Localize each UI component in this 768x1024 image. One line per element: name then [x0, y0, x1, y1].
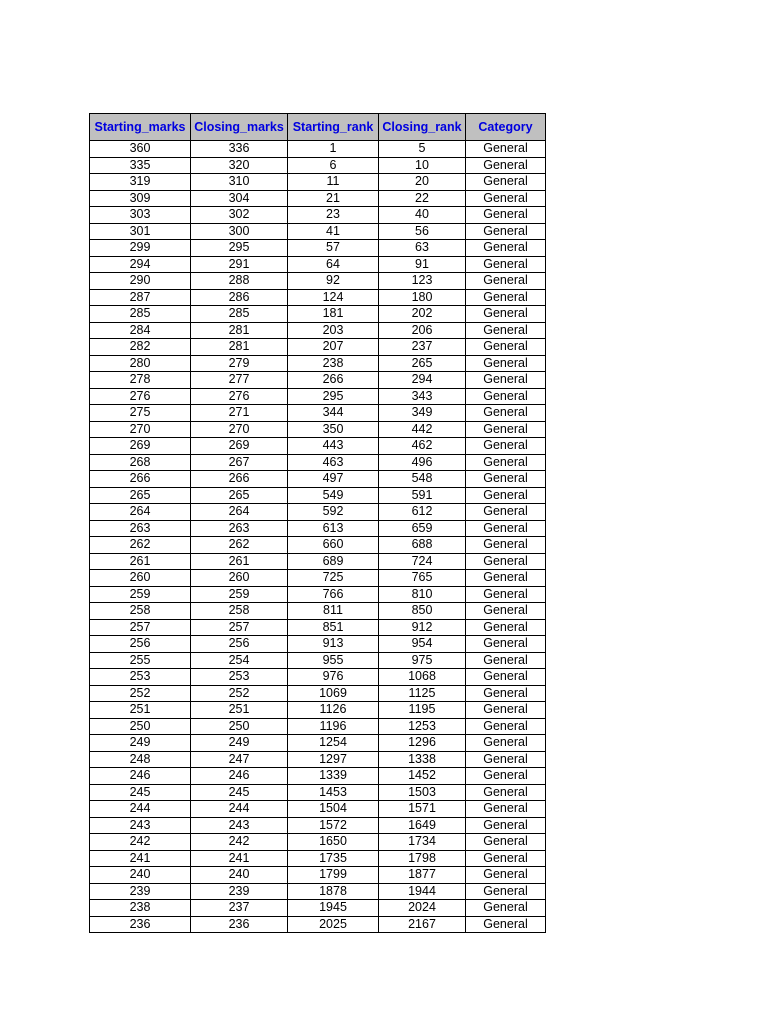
closing-rank-cell: 180: [379, 289, 466, 306]
starting-rank-cell: 549: [288, 487, 379, 504]
table-row: [90, 669, 546, 686]
spreadsheet-area: [89, 113, 546, 933]
closing-marks-cell: 254: [191, 652, 288, 669]
starting-marks-cell: 294: [90, 256, 191, 273]
category-cell: General: [466, 685, 546, 702]
closing-rank-cell: 237: [379, 339, 466, 356]
starting-rank-cell: 1799: [288, 867, 379, 884]
starting-rank-cell: 344: [288, 405, 379, 422]
starting-marks-cell: 239: [90, 883, 191, 900]
starting-rank-cell: 613: [288, 520, 379, 537]
starting-marks-cell: 240: [90, 867, 191, 884]
closing-marks-cell: 267: [191, 454, 288, 471]
closing-rank-cell: 343: [379, 388, 466, 405]
table-row: [90, 652, 546, 669]
starting-rank-cell: 57: [288, 240, 379, 257]
table-row: [90, 619, 546, 636]
closing-rank-cell: 265: [379, 355, 466, 372]
starting-marks-cell: 319: [90, 174, 191, 191]
starting-marks-cell: 243: [90, 817, 191, 834]
starting-marks-cell: 284: [90, 322, 191, 339]
table-row: [90, 636, 546, 653]
category-cell: General: [466, 570, 546, 587]
closing-marks-cell: 242: [191, 834, 288, 851]
closing-rank-cell: 954: [379, 636, 466, 653]
category-cell: General: [466, 702, 546, 719]
table-row: [90, 190, 546, 207]
table-row: [90, 421, 546, 438]
closing-marks-cell: 249: [191, 735, 288, 752]
table-row: [90, 586, 546, 603]
table-row: [90, 718, 546, 735]
closing-rank-cell: 349: [379, 405, 466, 422]
category-cell: General: [466, 306, 546, 323]
closing-marks-cell: 256: [191, 636, 288, 653]
closing-marks-cell: 304: [191, 190, 288, 207]
table-row: [90, 751, 546, 768]
starting-rank-cell: 1339: [288, 768, 379, 785]
closing-marks-cell: 302: [191, 207, 288, 224]
starting-rank-cell: 181: [288, 306, 379, 323]
closing-marks-cell: 240: [191, 867, 288, 884]
starting-rank-cell: 238: [288, 355, 379, 372]
category-cell: General: [466, 883, 546, 900]
starting-marks-cell: 269: [90, 438, 191, 455]
table-row: [90, 256, 546, 273]
category-cell: General: [466, 223, 546, 240]
closing-marks-cell: 285: [191, 306, 288, 323]
closing-rank-cell: 975: [379, 652, 466, 669]
starting-marks-cell: 270: [90, 421, 191, 438]
starting-marks-cell: 249: [90, 735, 191, 752]
closing-marks-cell: 270: [191, 421, 288, 438]
closing-marks-cell: 252: [191, 685, 288, 702]
closing-rank-cell: 1338: [379, 751, 466, 768]
starting-rank-cell: 811: [288, 603, 379, 620]
closing-rank-cell: 850: [379, 603, 466, 620]
category-cell: General: [466, 619, 546, 636]
starting-rank-cell: 1572: [288, 817, 379, 834]
category-cell: General: [466, 718, 546, 735]
starting-rank-cell: 1297: [288, 751, 379, 768]
starting-marks-cell: 266: [90, 471, 191, 488]
header-category: Category: [466, 114, 546, 141]
category-cell: General: [466, 174, 546, 191]
starting-marks-cell: 251: [90, 702, 191, 719]
starting-marks-cell: 278: [90, 372, 191, 389]
closing-rank-cell: 20: [379, 174, 466, 191]
header-row: [90, 114, 546, 141]
table-row: [90, 537, 546, 554]
starting-marks-cell: 262: [90, 537, 191, 554]
closing-rank-cell: 63: [379, 240, 466, 257]
closing-marks-cell: 246: [191, 768, 288, 785]
starting-marks-cell: 246: [90, 768, 191, 785]
starting-rank-cell: 1878: [288, 883, 379, 900]
category-cell: General: [466, 850, 546, 867]
closing-marks-cell: 241: [191, 850, 288, 867]
closing-marks-cell: 281: [191, 339, 288, 356]
closing-rank-cell: 659: [379, 520, 466, 537]
header-starting-marks: Starting_marks: [90, 114, 191, 141]
closing-rank-cell: 22: [379, 190, 466, 207]
starting-marks-cell: 256: [90, 636, 191, 653]
closing-rank-cell: 765: [379, 570, 466, 587]
starting-marks-cell: 238: [90, 900, 191, 917]
category-cell: General: [466, 603, 546, 620]
starting-rank-cell: 11: [288, 174, 379, 191]
table-row: [90, 702, 546, 719]
table-row: [90, 141, 546, 158]
category-cell: General: [466, 735, 546, 752]
table-row: [90, 454, 546, 471]
starting-rank-cell: 124: [288, 289, 379, 306]
starting-rank-cell: 92: [288, 273, 379, 290]
table-row: [90, 850, 546, 867]
table-row: [90, 223, 546, 240]
header-closing-rank: Closing_rank: [379, 114, 466, 141]
starting-rank-cell: 766: [288, 586, 379, 603]
closing-marks-cell: 266: [191, 471, 288, 488]
closing-rank-cell: 1195: [379, 702, 466, 719]
closing-marks-cell: 262: [191, 537, 288, 554]
table-row: [90, 504, 546, 521]
table-row: [90, 553, 546, 570]
closing-marks-cell: 310: [191, 174, 288, 191]
category-cell: General: [466, 817, 546, 834]
closing-rank-cell: 1125: [379, 685, 466, 702]
category-cell: General: [466, 438, 546, 455]
category-cell: General: [466, 867, 546, 884]
closing-marks-cell: 295: [191, 240, 288, 257]
table-row: [90, 289, 546, 306]
closing-marks-cell: 265: [191, 487, 288, 504]
closing-rank-cell: 91: [379, 256, 466, 273]
closing-rank-cell: 1734: [379, 834, 466, 851]
starting-rank-cell: 41: [288, 223, 379, 240]
table-row: [90, 801, 546, 818]
table-row: [90, 355, 546, 372]
category-cell: General: [466, 207, 546, 224]
starting-rank-cell: 1650: [288, 834, 379, 851]
starting-rank-cell: 266: [288, 372, 379, 389]
category-cell: General: [466, 141, 546, 158]
table-row: [90, 306, 546, 323]
closing-rank-cell: 123: [379, 273, 466, 290]
table-row: [90, 240, 546, 257]
closing-marks-cell: 269: [191, 438, 288, 455]
closing-rank-cell: 40: [379, 207, 466, 224]
starting-rank-cell: 6: [288, 157, 379, 174]
starting-marks-cell: 285: [90, 306, 191, 323]
closing-rank-cell: 591: [379, 487, 466, 504]
closing-marks-cell: 250: [191, 718, 288, 735]
starting-marks-cell: 264: [90, 504, 191, 521]
starting-rank-cell: 955: [288, 652, 379, 669]
category-cell: General: [466, 916, 546, 933]
table-row: [90, 603, 546, 620]
category-cell: General: [466, 900, 546, 917]
closing-marks-cell: 281: [191, 322, 288, 339]
starting-marks-cell: 301: [90, 223, 191, 240]
closing-rank-cell: 810: [379, 586, 466, 603]
closing-marks-cell: 251: [191, 702, 288, 719]
starting-rank-cell: 1945: [288, 900, 379, 917]
closing-rank-cell: 2167: [379, 916, 466, 933]
closing-rank-cell: 1571: [379, 801, 466, 818]
closing-rank-cell: 56: [379, 223, 466, 240]
closing-marks-cell: 253: [191, 669, 288, 686]
table-row: [90, 273, 546, 290]
starting-rank-cell: 21: [288, 190, 379, 207]
closing-rank-cell: 442: [379, 421, 466, 438]
category-cell: General: [466, 652, 546, 669]
starting-marks-cell: 257: [90, 619, 191, 636]
category-cell: General: [466, 355, 546, 372]
starting-marks-cell: 261: [90, 553, 191, 570]
closing-marks-cell: 263: [191, 520, 288, 537]
starting-marks-cell: 263: [90, 520, 191, 537]
category-cell: General: [466, 289, 546, 306]
starting-rank-cell: 1453: [288, 784, 379, 801]
table-row: [90, 735, 546, 752]
closing-marks-cell: 300: [191, 223, 288, 240]
closing-rank-cell: 1296: [379, 735, 466, 752]
table-row: [90, 487, 546, 504]
category-cell: General: [466, 834, 546, 851]
starting-marks-cell: 236: [90, 916, 191, 933]
starting-rank-cell: 660: [288, 537, 379, 554]
closing-marks-cell: 239: [191, 883, 288, 900]
starting-marks-cell: 268: [90, 454, 191, 471]
starting-marks-cell: 360: [90, 141, 191, 158]
starting-marks-cell: 241: [90, 850, 191, 867]
starting-marks-cell: 280: [90, 355, 191, 372]
starting-marks-cell: 252: [90, 685, 191, 702]
table-header: [90, 114, 546, 141]
closing-marks-cell: 257: [191, 619, 288, 636]
starting-marks-cell: 255: [90, 652, 191, 669]
category-cell: General: [466, 537, 546, 554]
starting-rank-cell: 203: [288, 322, 379, 339]
closing-rank-cell: 496: [379, 454, 466, 471]
starting-marks-cell: 245: [90, 784, 191, 801]
starting-marks-cell: 242: [90, 834, 191, 851]
starting-rank-cell: 1504: [288, 801, 379, 818]
table-body: [90, 141, 546, 933]
starting-rank-cell: 207: [288, 339, 379, 356]
category-cell: General: [466, 421, 546, 438]
table-row: [90, 685, 546, 702]
closing-marks-cell: 320: [191, 157, 288, 174]
table-row: [90, 174, 546, 191]
category-cell: General: [466, 784, 546, 801]
starting-rank-cell: 913: [288, 636, 379, 653]
closing-marks-cell: 336: [191, 141, 288, 158]
category-cell: General: [466, 405, 546, 422]
closing-marks-cell: 279: [191, 355, 288, 372]
closing-rank-cell: 1068: [379, 669, 466, 686]
table-row: [90, 471, 546, 488]
table-row: [90, 339, 546, 356]
starting-marks-cell: 244: [90, 801, 191, 818]
closing-rank-cell: 2024: [379, 900, 466, 917]
category-cell: General: [466, 256, 546, 273]
closing-rank-cell: 202: [379, 306, 466, 323]
starting-marks-cell: 287: [90, 289, 191, 306]
starting-marks-cell: 275: [90, 405, 191, 422]
starting-rank-cell: 23: [288, 207, 379, 224]
starting-rank-cell: 725: [288, 570, 379, 587]
category-cell: General: [466, 273, 546, 290]
closing-rank-cell: 612: [379, 504, 466, 521]
closing-marks-cell: 276: [191, 388, 288, 405]
starting-marks-cell: 248: [90, 751, 191, 768]
starting-marks-cell: 309: [90, 190, 191, 207]
closing-marks-cell: 261: [191, 553, 288, 570]
category-cell: General: [466, 751, 546, 768]
closing-marks-cell: 258: [191, 603, 288, 620]
starting-rank-cell: 1735: [288, 850, 379, 867]
closing-rank-cell: 206: [379, 322, 466, 339]
category-cell: General: [466, 471, 546, 488]
starting-rank-cell: 350: [288, 421, 379, 438]
starting-marks-cell: 260: [90, 570, 191, 587]
starting-rank-cell: 976: [288, 669, 379, 686]
starting-rank-cell: 1126: [288, 702, 379, 719]
table-row: [90, 438, 546, 455]
starting-marks-cell: 250: [90, 718, 191, 735]
table-row: [90, 916, 546, 933]
closing-rank-cell: 462: [379, 438, 466, 455]
table-row: [90, 883, 546, 900]
category-cell: General: [466, 553, 546, 570]
table-row: [90, 834, 546, 851]
closing-rank-cell: 912: [379, 619, 466, 636]
category-cell: General: [466, 339, 546, 356]
category-cell: General: [466, 636, 546, 653]
starting-marks-cell: 282: [90, 339, 191, 356]
table-row: [90, 372, 546, 389]
starting-rank-cell: 1: [288, 141, 379, 158]
starting-marks-cell: 259: [90, 586, 191, 603]
table-row: [90, 207, 546, 224]
closing-rank-cell: 1798: [379, 850, 466, 867]
marks-rank-table: [89, 113, 546, 933]
closing-rank-cell: 688: [379, 537, 466, 554]
starting-rank-cell: 497: [288, 471, 379, 488]
table-row: [90, 768, 546, 785]
starting-rank-cell: 2025: [288, 916, 379, 933]
category-cell: General: [466, 157, 546, 174]
closing-marks-cell: 260: [191, 570, 288, 587]
category-cell: General: [466, 586, 546, 603]
category-cell: General: [466, 801, 546, 818]
starting-rank-cell: 851: [288, 619, 379, 636]
starting-rank-cell: 443: [288, 438, 379, 455]
closing-marks-cell: 271: [191, 405, 288, 422]
closing-marks-cell: 247: [191, 751, 288, 768]
starting-marks-cell: 335: [90, 157, 191, 174]
category-cell: General: [466, 768, 546, 785]
starting-marks-cell: 265: [90, 487, 191, 504]
table-row: [90, 520, 546, 537]
closing-marks-cell: 291: [191, 256, 288, 273]
table-row: [90, 322, 546, 339]
closing-marks-cell: 259: [191, 586, 288, 603]
starting-rank-cell: 689: [288, 553, 379, 570]
closing-rank-cell: 1452: [379, 768, 466, 785]
category-cell: General: [466, 454, 546, 471]
table-row: [90, 405, 546, 422]
table-row: [90, 570, 546, 587]
table-row: [90, 388, 546, 405]
starting-marks-cell: 253: [90, 669, 191, 686]
category-cell: General: [466, 487, 546, 504]
closing-marks-cell: 286: [191, 289, 288, 306]
closing-rank-cell: 10: [379, 157, 466, 174]
category-cell: General: [466, 372, 546, 389]
closing-rank-cell: 294: [379, 372, 466, 389]
closing-rank-cell: 5: [379, 141, 466, 158]
closing-marks-cell: 288: [191, 273, 288, 290]
starting-rank-cell: 1069: [288, 685, 379, 702]
closing-rank-cell: 1649: [379, 817, 466, 834]
closing-rank-cell: 1944: [379, 883, 466, 900]
closing-marks-cell: 264: [191, 504, 288, 521]
closing-marks-cell: 277: [191, 372, 288, 389]
category-cell: General: [466, 520, 546, 537]
starting-marks-cell: 290: [90, 273, 191, 290]
starting-rank-cell: 1254: [288, 735, 379, 752]
starting-rank-cell: 592: [288, 504, 379, 521]
table-row: [90, 867, 546, 884]
category-cell: General: [466, 669, 546, 686]
closing-rank-cell: 1503: [379, 784, 466, 801]
starting-marks-cell: 299: [90, 240, 191, 257]
category-cell: General: [466, 190, 546, 207]
closing-rank-cell: 1253: [379, 718, 466, 735]
header-closing-marks: Closing_marks: [191, 114, 288, 141]
starting-rank-cell: 295: [288, 388, 379, 405]
category-cell: General: [466, 322, 546, 339]
table-row: [90, 817, 546, 834]
closing-rank-cell: 724: [379, 553, 466, 570]
closing-rank-cell: 1877: [379, 867, 466, 884]
category-cell: General: [466, 388, 546, 405]
closing-marks-cell: 245: [191, 784, 288, 801]
starting-rank-cell: 64: [288, 256, 379, 273]
category-cell: General: [466, 240, 546, 257]
starting-marks-cell: 276: [90, 388, 191, 405]
closing-marks-cell: 243: [191, 817, 288, 834]
table-row: [90, 784, 546, 801]
category-cell: General: [466, 504, 546, 521]
table-row: [90, 157, 546, 174]
starting-rank-cell: 1196: [288, 718, 379, 735]
starting-marks-cell: 303: [90, 207, 191, 224]
starting-marks-cell: 258: [90, 603, 191, 620]
starting-rank-cell: 463: [288, 454, 379, 471]
closing-marks-cell: 244: [191, 801, 288, 818]
closing-marks-cell: 236: [191, 916, 288, 933]
header-starting-rank: Starting_rank: [288, 114, 379, 141]
closing-rank-cell: 548: [379, 471, 466, 488]
closing-marks-cell: 237: [191, 900, 288, 917]
table-row: [90, 900, 546, 917]
